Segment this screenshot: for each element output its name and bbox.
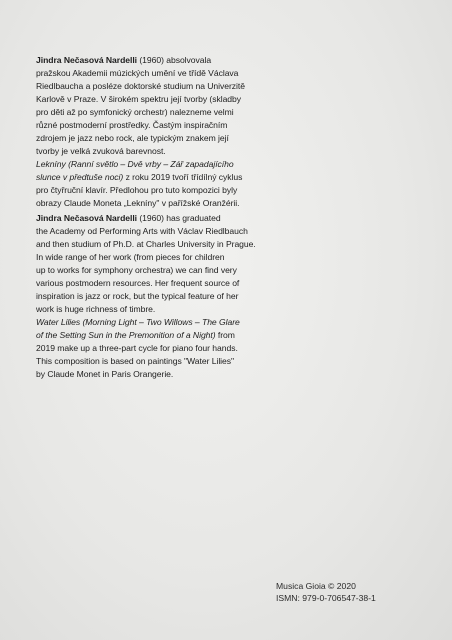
czech-text: Riedlbaucha a posléze doktorské studium na Univerzitě (36, 81, 245, 91)
english-line (36, 251, 416, 264)
ismn-number: ISMN: 979-0-706547-38-1 (276, 593, 376, 603)
english-title: of the Setting Sun in the Premonition of a Night) (36, 330, 216, 340)
english-line (36, 225, 416, 238)
czech-text: (1960) absolvovala (137, 55, 212, 65)
english-title: Water Lilies (Morning Light – Two Willows – The Glare (36, 317, 240, 327)
biography-english (36, 212, 416, 381)
czech-line (36, 184, 416, 197)
english-line (36, 355, 416, 368)
czech-line (36, 197, 416, 210)
english-text: work is huge richness of timbre. (36, 304, 156, 314)
english-line (36, 368, 416, 381)
czech-line (36, 67, 416, 80)
english-text: 2019 make up a three-part cycle for piano four hands. (36, 343, 238, 353)
czech-line (36, 132, 416, 145)
english-line (36, 277, 416, 290)
czech-text: pražskou Akademii múzických umění ve třídě Václava (36, 68, 239, 78)
english-text: the Academy od Performing Arts with Václav Riedlbauch (36, 226, 248, 236)
english-text: by Claude Monet in Paris Orangerie. (36, 369, 174, 379)
czech-line (36, 106, 416, 119)
english-line (36, 342, 416, 355)
english-text: and then studium of Ph.D. at Charles University in Prague. (36, 239, 256, 249)
czech-line (36, 80, 416, 93)
czech-line (36, 171, 416, 184)
english-line (36, 238, 416, 251)
czech-line (36, 93, 416, 106)
english-line (36, 212, 416, 225)
czech-line (36, 158, 416, 171)
english-line (36, 316, 416, 329)
biography-czech (36, 54, 416, 210)
czech-name: Jindra Nečasová Nardelli (36, 55, 138, 65)
czech-line (36, 145, 416, 158)
english-text: This composition is based on paintings "Water Lilies" (36, 356, 235, 366)
czech-title: Lekníny (Ranní světlo – Dvě vrby – Zář zapadajícího (36, 159, 234, 169)
english-text: In wide range of her work (from pieces for children (36, 252, 225, 262)
english-text: inspiration is jazz or rock, but the typical feature of her (36, 291, 239, 301)
english-line (36, 303, 416, 316)
english-line (36, 329, 416, 342)
publisher-copyright: Musica Gioia © 2020 (276, 581, 356, 591)
czech-text: různé postmoderní prostředky. Častým inspiračním (36, 120, 228, 130)
czech-text: tvorby je velká zvuková barevnost. (36, 146, 166, 156)
czech-text: pro čtyřruční klavír. Předlohou pro tuto kompozici byly (36, 185, 238, 195)
english-text: up to works for symphony orchestra) we can find very (36, 265, 237, 275)
czech-title: slunce v předtuše noci) (36, 172, 124, 182)
english-text: from (215, 330, 235, 340)
czech-text: Karlově v Praze. V širokém spektru její tvorby (skladby (36, 94, 242, 104)
english-text: various postmodern resources. Her frequent source of (36, 278, 240, 288)
colophon (276, 580, 376, 604)
czech-text: pro děti až po symfonický orchestr) nalezneme velmi (36, 107, 234, 117)
english-line (36, 290, 416, 303)
czech-line (36, 119, 416, 132)
czech-text: z roku 2019 tvoří třídílný cyklus (123, 172, 243, 182)
czech-text: obrazy Claude Moneta „Lekníny" v pařížské Oranžérii. (36, 198, 240, 208)
english-line (36, 264, 416, 277)
english-name: Jindra Nečasová Nardelli (36, 213, 138, 223)
english-text: (1960) has graduated (137, 213, 221, 223)
czech-line (36, 54, 416, 67)
czech-text: zdrojem je jazz nebo rock, ale typickým znakem její (36, 133, 229, 143)
